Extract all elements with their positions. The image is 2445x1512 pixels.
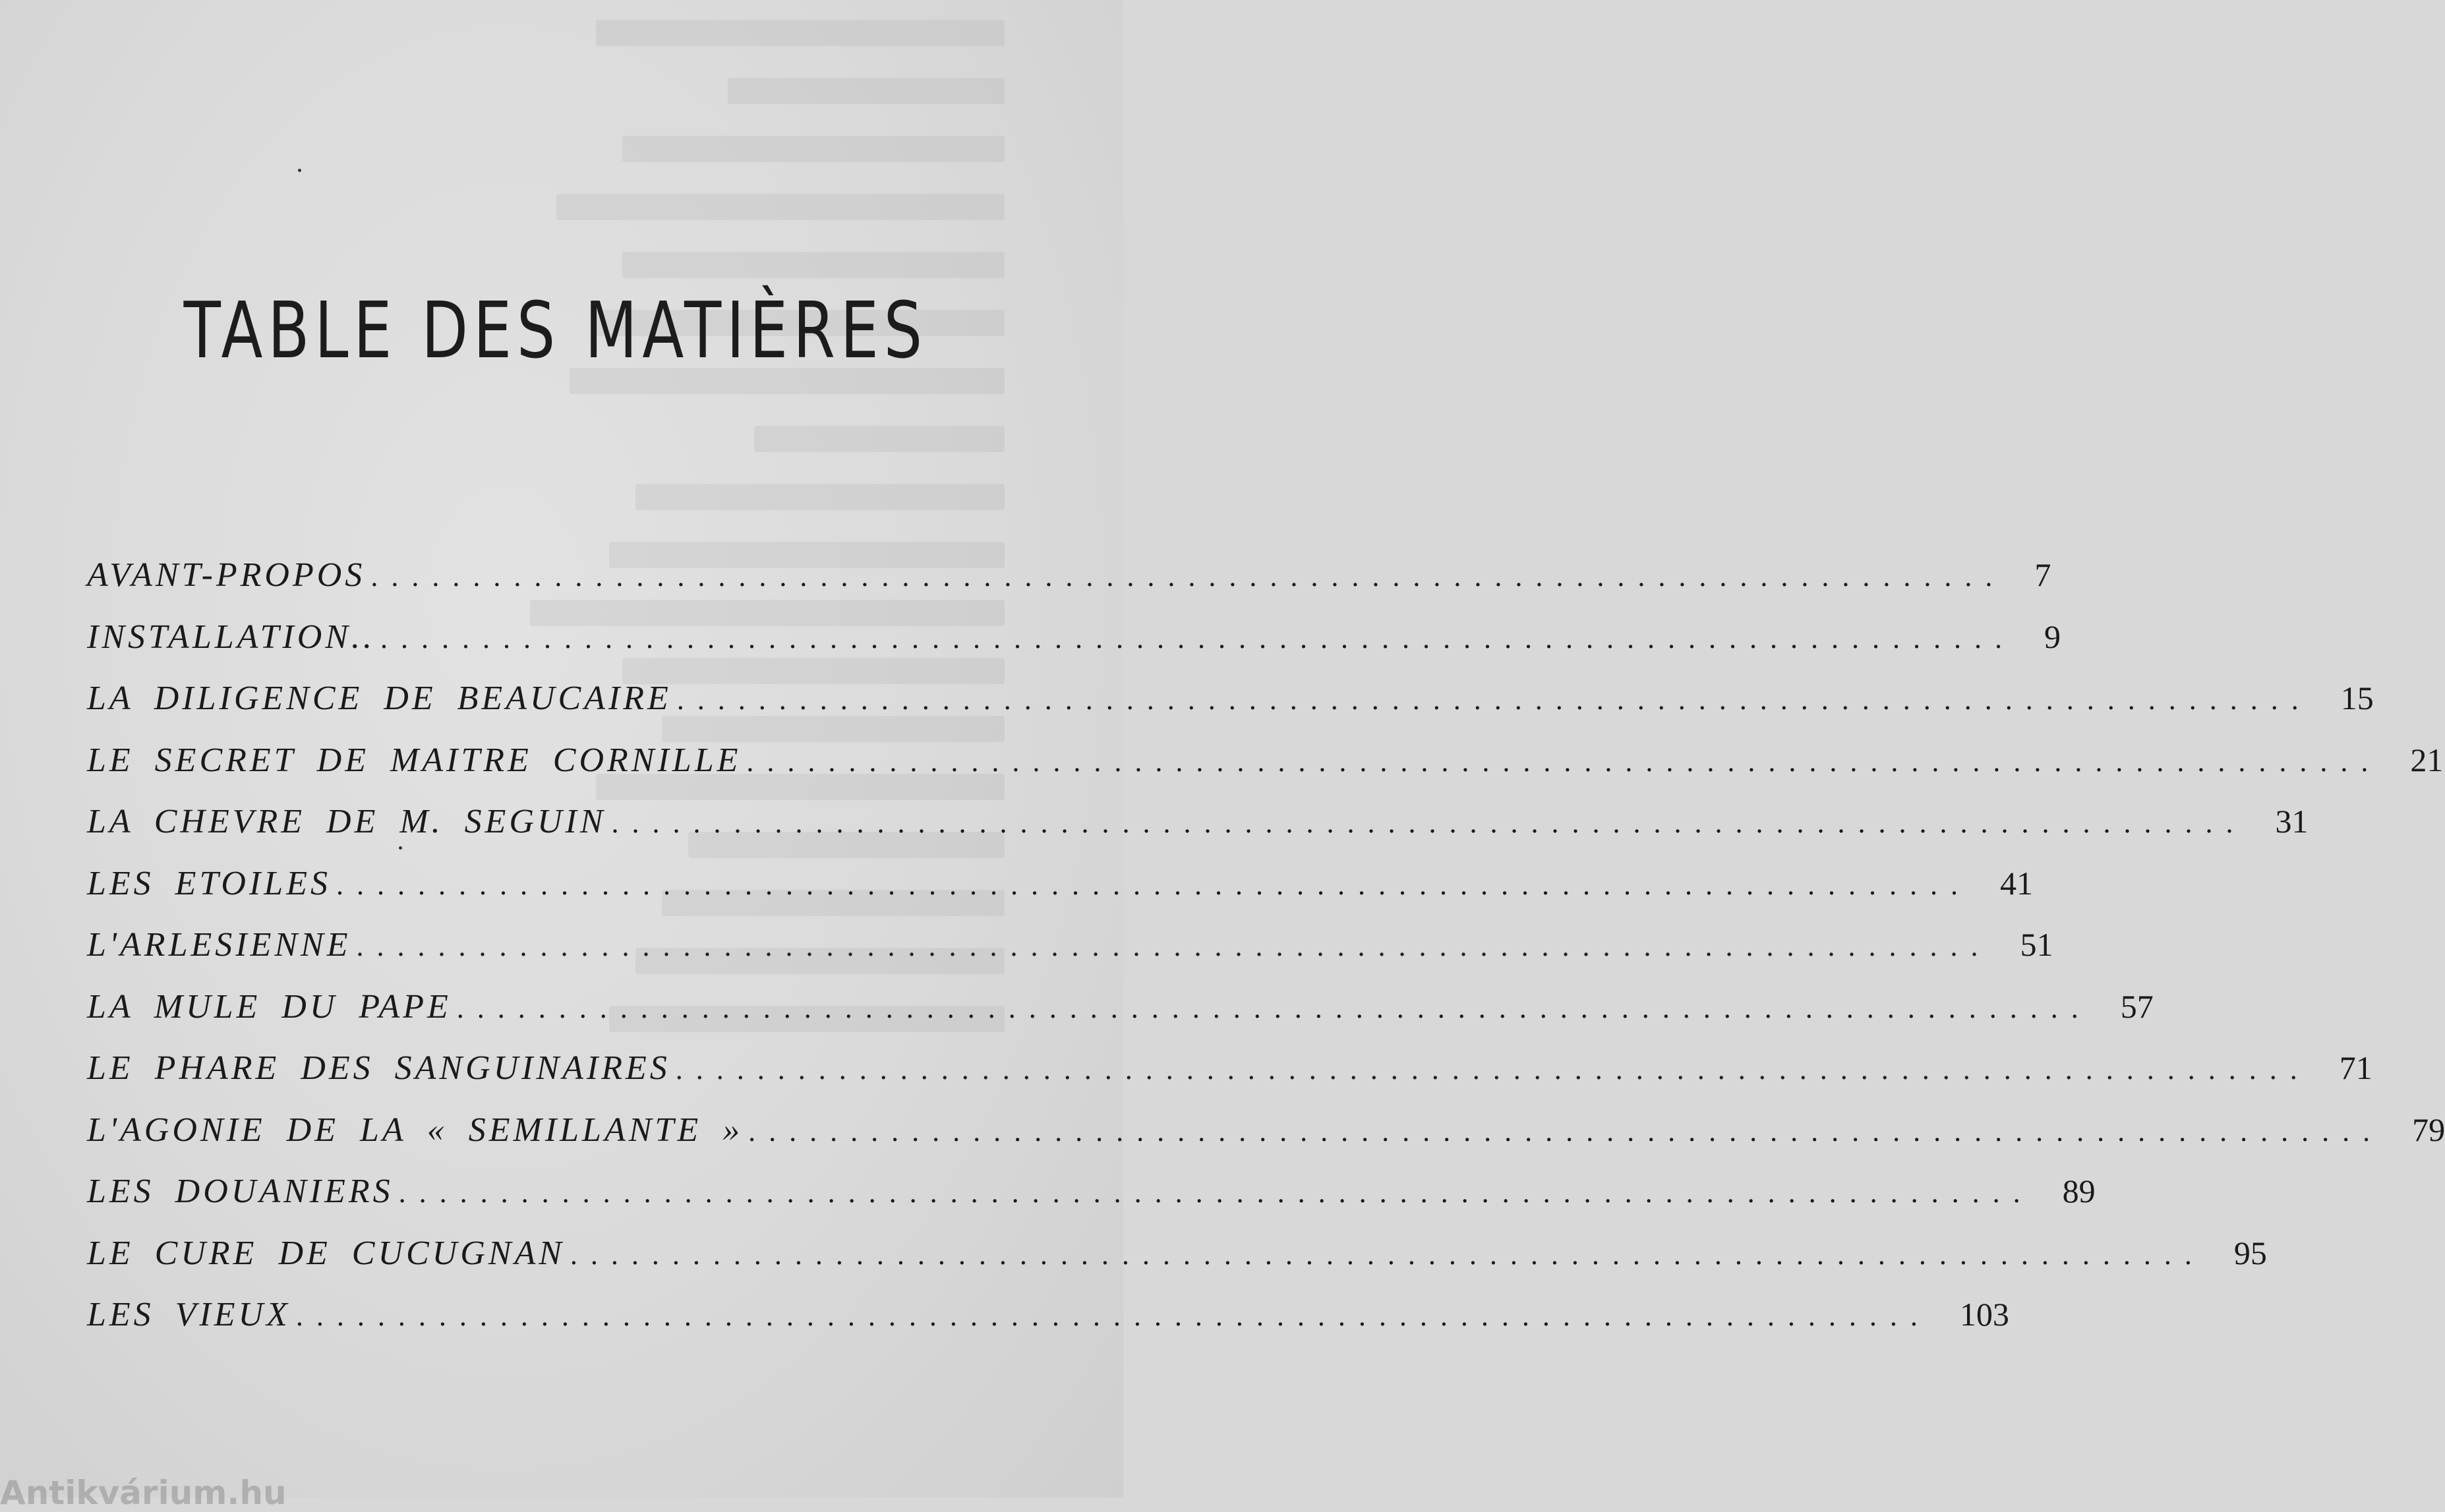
toc-entry-page-number: 95 <box>2233 1234 2267 1271</box>
dot-leader: ................................................................................ <box>611 807 2247 839</box>
watermark: Antikvárium.hu <box>0 1474 287 1512</box>
toc-entry <box>87 1037 2372 1099</box>
dot-leader: ................................................................................ <box>380 622 2015 654</box>
toc-entry-title: LE PHARE DES SANGUINAIRES <box>87 1049 670 1087</box>
table-of-contents <box>87 544 2445 1346</box>
dot-leader: ................................................................................ <box>456 991 2092 1024</box>
bleed-through-line <box>596 20 1005 46</box>
dot-leader: ................................................................................ <box>676 683 2312 716</box>
toc-entry <box>87 606 2061 668</box>
dot-leader: ................................................................................ <box>746 745 2382 778</box>
toc-entry <box>87 976 2154 1038</box>
ink-speck <box>399 846 402 850</box>
bleed-through-line <box>635 484 1005 510</box>
toc-entry-page-number: 89 <box>2062 1173 2096 1209</box>
toc-entry <box>87 1284 2009 1346</box>
toc-entry-title: LA DILIGENCE DE BEAUCAIRE <box>87 680 672 717</box>
toc-entry-title: AVANT-PROPOS <box>87 556 366 594</box>
toc-entry-page-number: 31 <box>2275 803 2309 840</box>
toc-entry-page-number: 103 <box>1959 1296 2009 1333</box>
toc-entry-page-number: 51 <box>2020 926 2053 963</box>
dot-leader: ................................................................................ <box>398 1177 2034 1209</box>
dot-leader: ................................................................................ <box>356 930 1991 962</box>
bleed-through-line <box>754 426 1005 452</box>
toc-entry <box>87 1223 2267 1285</box>
toc-entry-page-number: 7 <box>2034 556 2051 593</box>
toc-entry <box>87 668 2374 730</box>
dot-leader: ................................................................................ <box>675 1053 2311 1086</box>
toc-entry-title: LES VIEUX <box>87 1296 291 1333</box>
dot-leader: ................................................................................ <box>748 1115 2384 1148</box>
toc-entry <box>87 1099 2445 1161</box>
toc-entry-page-number: 71 <box>2339 1049 2372 1086</box>
ink-speck <box>298 169 301 172</box>
toc-entry-page-number: 79 <box>2412 1111 2445 1148</box>
dot-leader: ................................................................................ <box>295 1300 1931 1332</box>
toc-entry-title: LES DOUANIERS <box>87 1173 394 1210</box>
toc-entry-title: L'ARLESIENNE <box>87 926 351 964</box>
toc-entry <box>87 853 2033 915</box>
page-title: TABLE DES MATIÈRES <box>183 285 928 376</box>
toc-entry-page-number: 57 <box>2120 987 2154 1025</box>
toc-entry-title: LES ETOILES <box>87 864 331 902</box>
toc-entry-title: INSTALLATION.. <box>87 618 375 656</box>
dot-leader: ................................................................................ <box>370 560 2006 593</box>
toc-entry-title: LA MULE DU PAPE <box>87 987 452 1026</box>
toc-entry <box>87 1161 2096 1223</box>
dot-leader: ................................................................................ <box>570 1238 2205 1271</box>
toc-entry-page-number: 41 <box>1999 864 2033 902</box>
toc-entry-page-number: 9 <box>2044 618 2061 655</box>
toc-entry <box>87 730 2444 792</box>
toc-entry-title: LE CURE DE CUCUGNAN <box>87 1234 565 1272</box>
toc-entry <box>87 791 2309 853</box>
toc-entry-page-number: 21 <box>2410 741 2444 778</box>
bleed-through-line <box>728 78 1005 104</box>
toc-entry-title: LE SECRET DE MAITRE CORNILLE <box>87 741 742 779</box>
toc-entry-title: L'AGONIE DE LA « SEMILLANTE » <box>87 1111 744 1149</box>
toc-entry-title: LA CHEVRE DE M. SEGUIN <box>87 803 606 840</box>
bleed-through-line <box>556 194 1005 220</box>
bleed-through-line <box>622 252 1005 278</box>
bleed-through-line <box>622 136 1005 162</box>
toc-entry <box>87 914 2053 976</box>
toc-entry-page-number: 15 <box>2340 680 2374 716</box>
toc-entry <box>87 544 2051 606</box>
dot-leader: ................................................................................ <box>336 868 1971 901</box>
